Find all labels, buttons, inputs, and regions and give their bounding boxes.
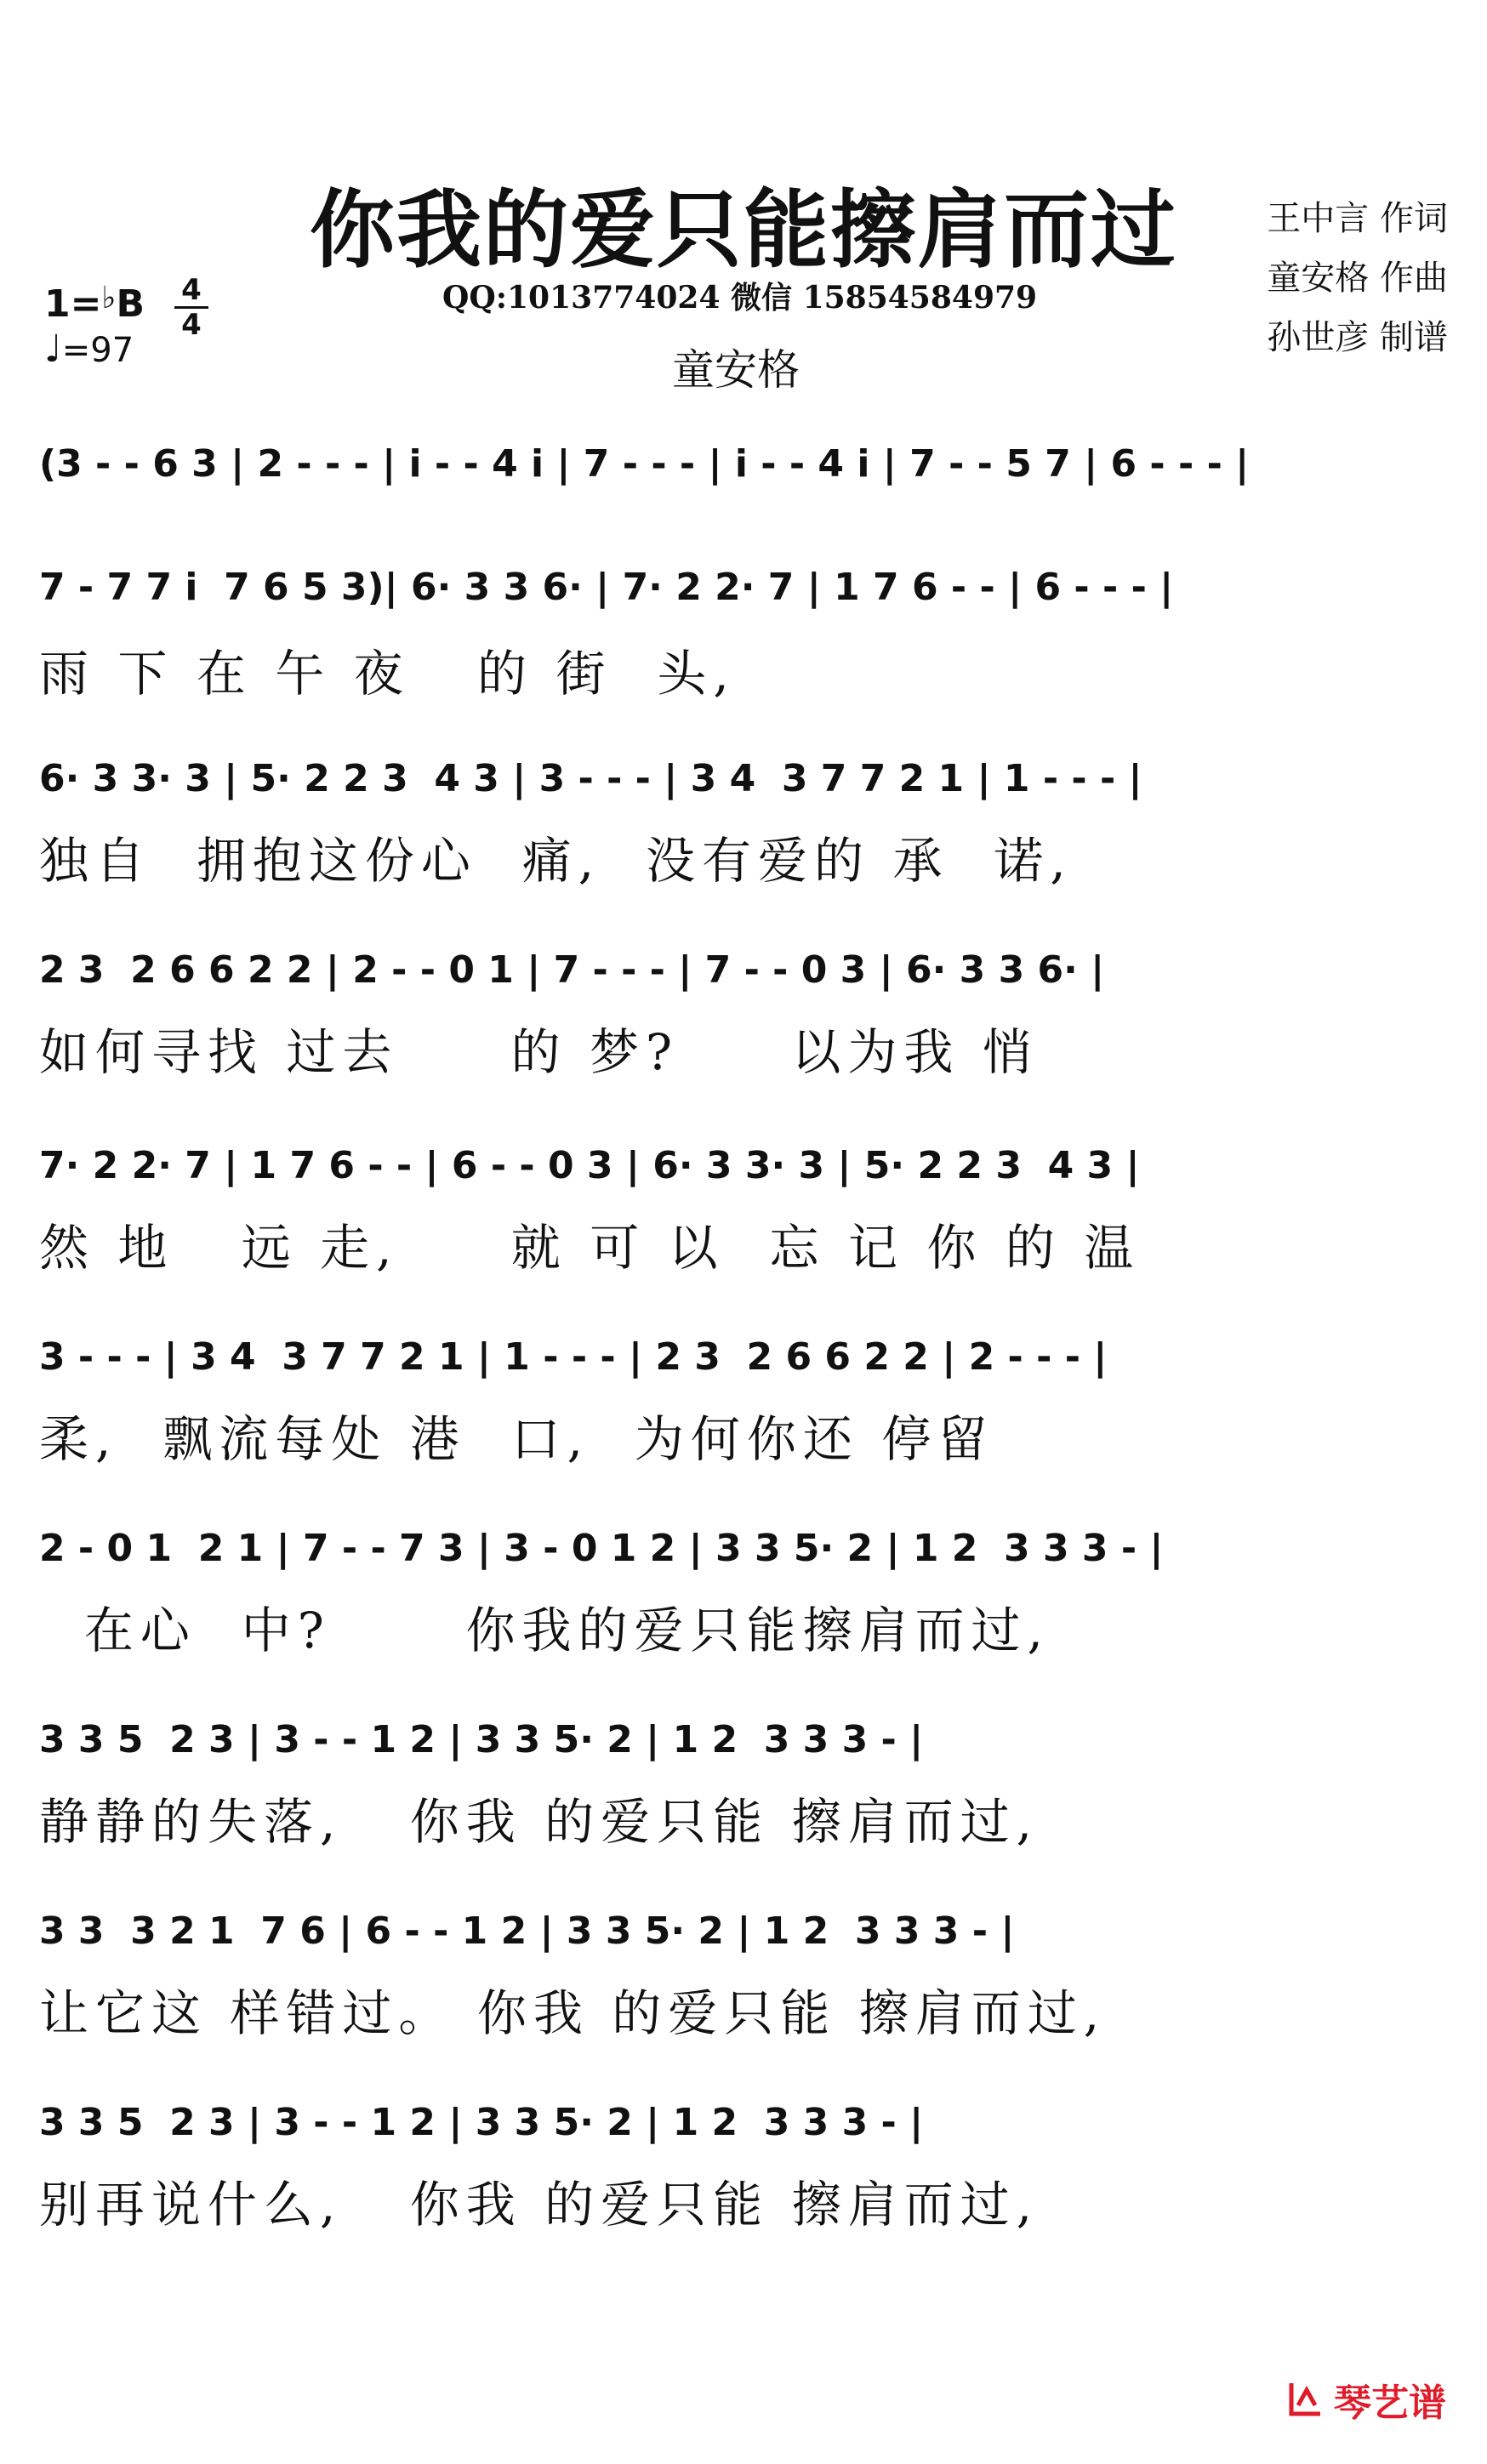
lyric-row: 让它这 样错过。 你我 的爱只能 擦肩而过, bbox=[39, 1984, 1107, 2042]
lyric-row: 然 地 远 走, 就 可 以 忘 记 你 的 温 bbox=[39, 1219, 1141, 1277]
lyric-row: 柔, 飘流每处 港 口, 为何你还 停留 bbox=[39, 1410, 994, 1468]
arranger-credit: 孙世彦 制谱 bbox=[1267, 318, 1448, 357]
lyric-row: 在心 中? 你我的爱只能擦肩而过, bbox=[39, 1602, 1050, 1659]
notation-row: 2 3 2 6 6 2 2 | 2 - - 0 1 | 7 - - - | 7 - - 0 3 | 6· 3 3 6· | bbox=[39, 948, 1105, 992]
lyricist-credit: 王中言 作词 bbox=[1267, 199, 1448, 238]
flat-symbol: ♭ bbox=[101, 281, 117, 316]
brand-name: 琴艺谱 bbox=[1334, 2381, 1446, 2425]
notation-row: 2 - 0 1 2 1 | 7 - - 7 3 | 3 - 0 1 2 | 3 3 5· 2 | 1 2 3 3 3 - | bbox=[39, 1527, 1164, 1570]
composer-credit: 童安格 作曲 bbox=[1267, 259, 1448, 298]
notation-row: 3 - - - | 3 4 3 7 7 2 1 | 1 - - - | 2 3 2 6 6 2 2 | 2 - - - | bbox=[39, 1335, 1108, 1379]
lyric-row: 独自 拥抱这份心 痛, 没有爱的 承 诺, bbox=[39, 832, 1073, 890]
contact-info: QQ:1013774024 微信 15854584979 bbox=[442, 280, 1038, 316]
key-signature bbox=[44, 281, 145, 326]
tempo-value: =97 bbox=[61, 331, 134, 370]
lyric-row: 静静的失落, 你我 的爱只能 擦肩而过, bbox=[39, 1793, 1040, 1851]
notation-row: 6· 3 3· 3 | 5· 2 2 3 4 3 | 3 - - - | 3 4 3 7 7 2 1 | 1 - - - | bbox=[39, 757, 1142, 800]
notation-row: 3 3 3 2 1 7 6 | 6 - - 1 2 | 3 3 5· 2 | 1 2 3 3 3 - | bbox=[39, 1909, 1015, 1953]
time-signature bbox=[174, 274, 208, 341]
notation-row: 7· 2 2· 7 | 1 7 6 - - | 6 - - 0 3 | 6· 3 3· 3 | 5· 2 2 3 4 3 | bbox=[39, 1144, 1140, 1187]
notation-row: 3 3 5 2 3 | 3 - - 1 2 | 3 3 5· 2 | 1 2 3 3 3 - | bbox=[39, 1718, 924, 1761]
notation-row: (3 - - 6 3 | 2 - - - | i - - 4 i | 7 - - - | i - - 4 i | 7 - - 5 7 | 6 - - - | bbox=[39, 442, 1250, 486]
lyric-row: 如何寻找 过去 的 梦? 以为我 悄 bbox=[39, 1023, 1039, 1081]
time-signature-top: 4 bbox=[181, 273, 202, 307]
quarter-note-icon: ♩ bbox=[44, 327, 62, 371]
singer-name: 童安格 bbox=[672, 345, 800, 395]
notation-row: 3 3 5 2 3 | 3 - - 1 2 | 3 3 5· 2 | 1 2 3 3 3 - | bbox=[39, 2101, 924, 2144]
time-signature-bottom: 4 bbox=[174, 306, 208, 341]
brand-logo bbox=[1286, 2372, 1446, 2427]
song-title: 你我的爱只能擦肩而过 bbox=[310, 179, 1177, 280]
notation-row: 7 - 7 7 i 7 6 5 3)| 6· 3 3 6· | 7· 2 2· 7 | 1 7 6 - - | 6 - - - | bbox=[39, 566, 1174, 609]
brand-mark-icon bbox=[1286, 2380, 1325, 2419]
lyric-row: 雨 下 在 午 夜 的 街 头, bbox=[39, 645, 736, 703]
key-prefix: 1= bbox=[44, 282, 102, 326]
tempo-marking bbox=[44, 327, 134, 371]
lyric-row: 别再说什么, 你我 的爱只能 擦肩而过, bbox=[39, 2176, 1040, 2234]
key-note: B bbox=[116, 282, 145, 326]
